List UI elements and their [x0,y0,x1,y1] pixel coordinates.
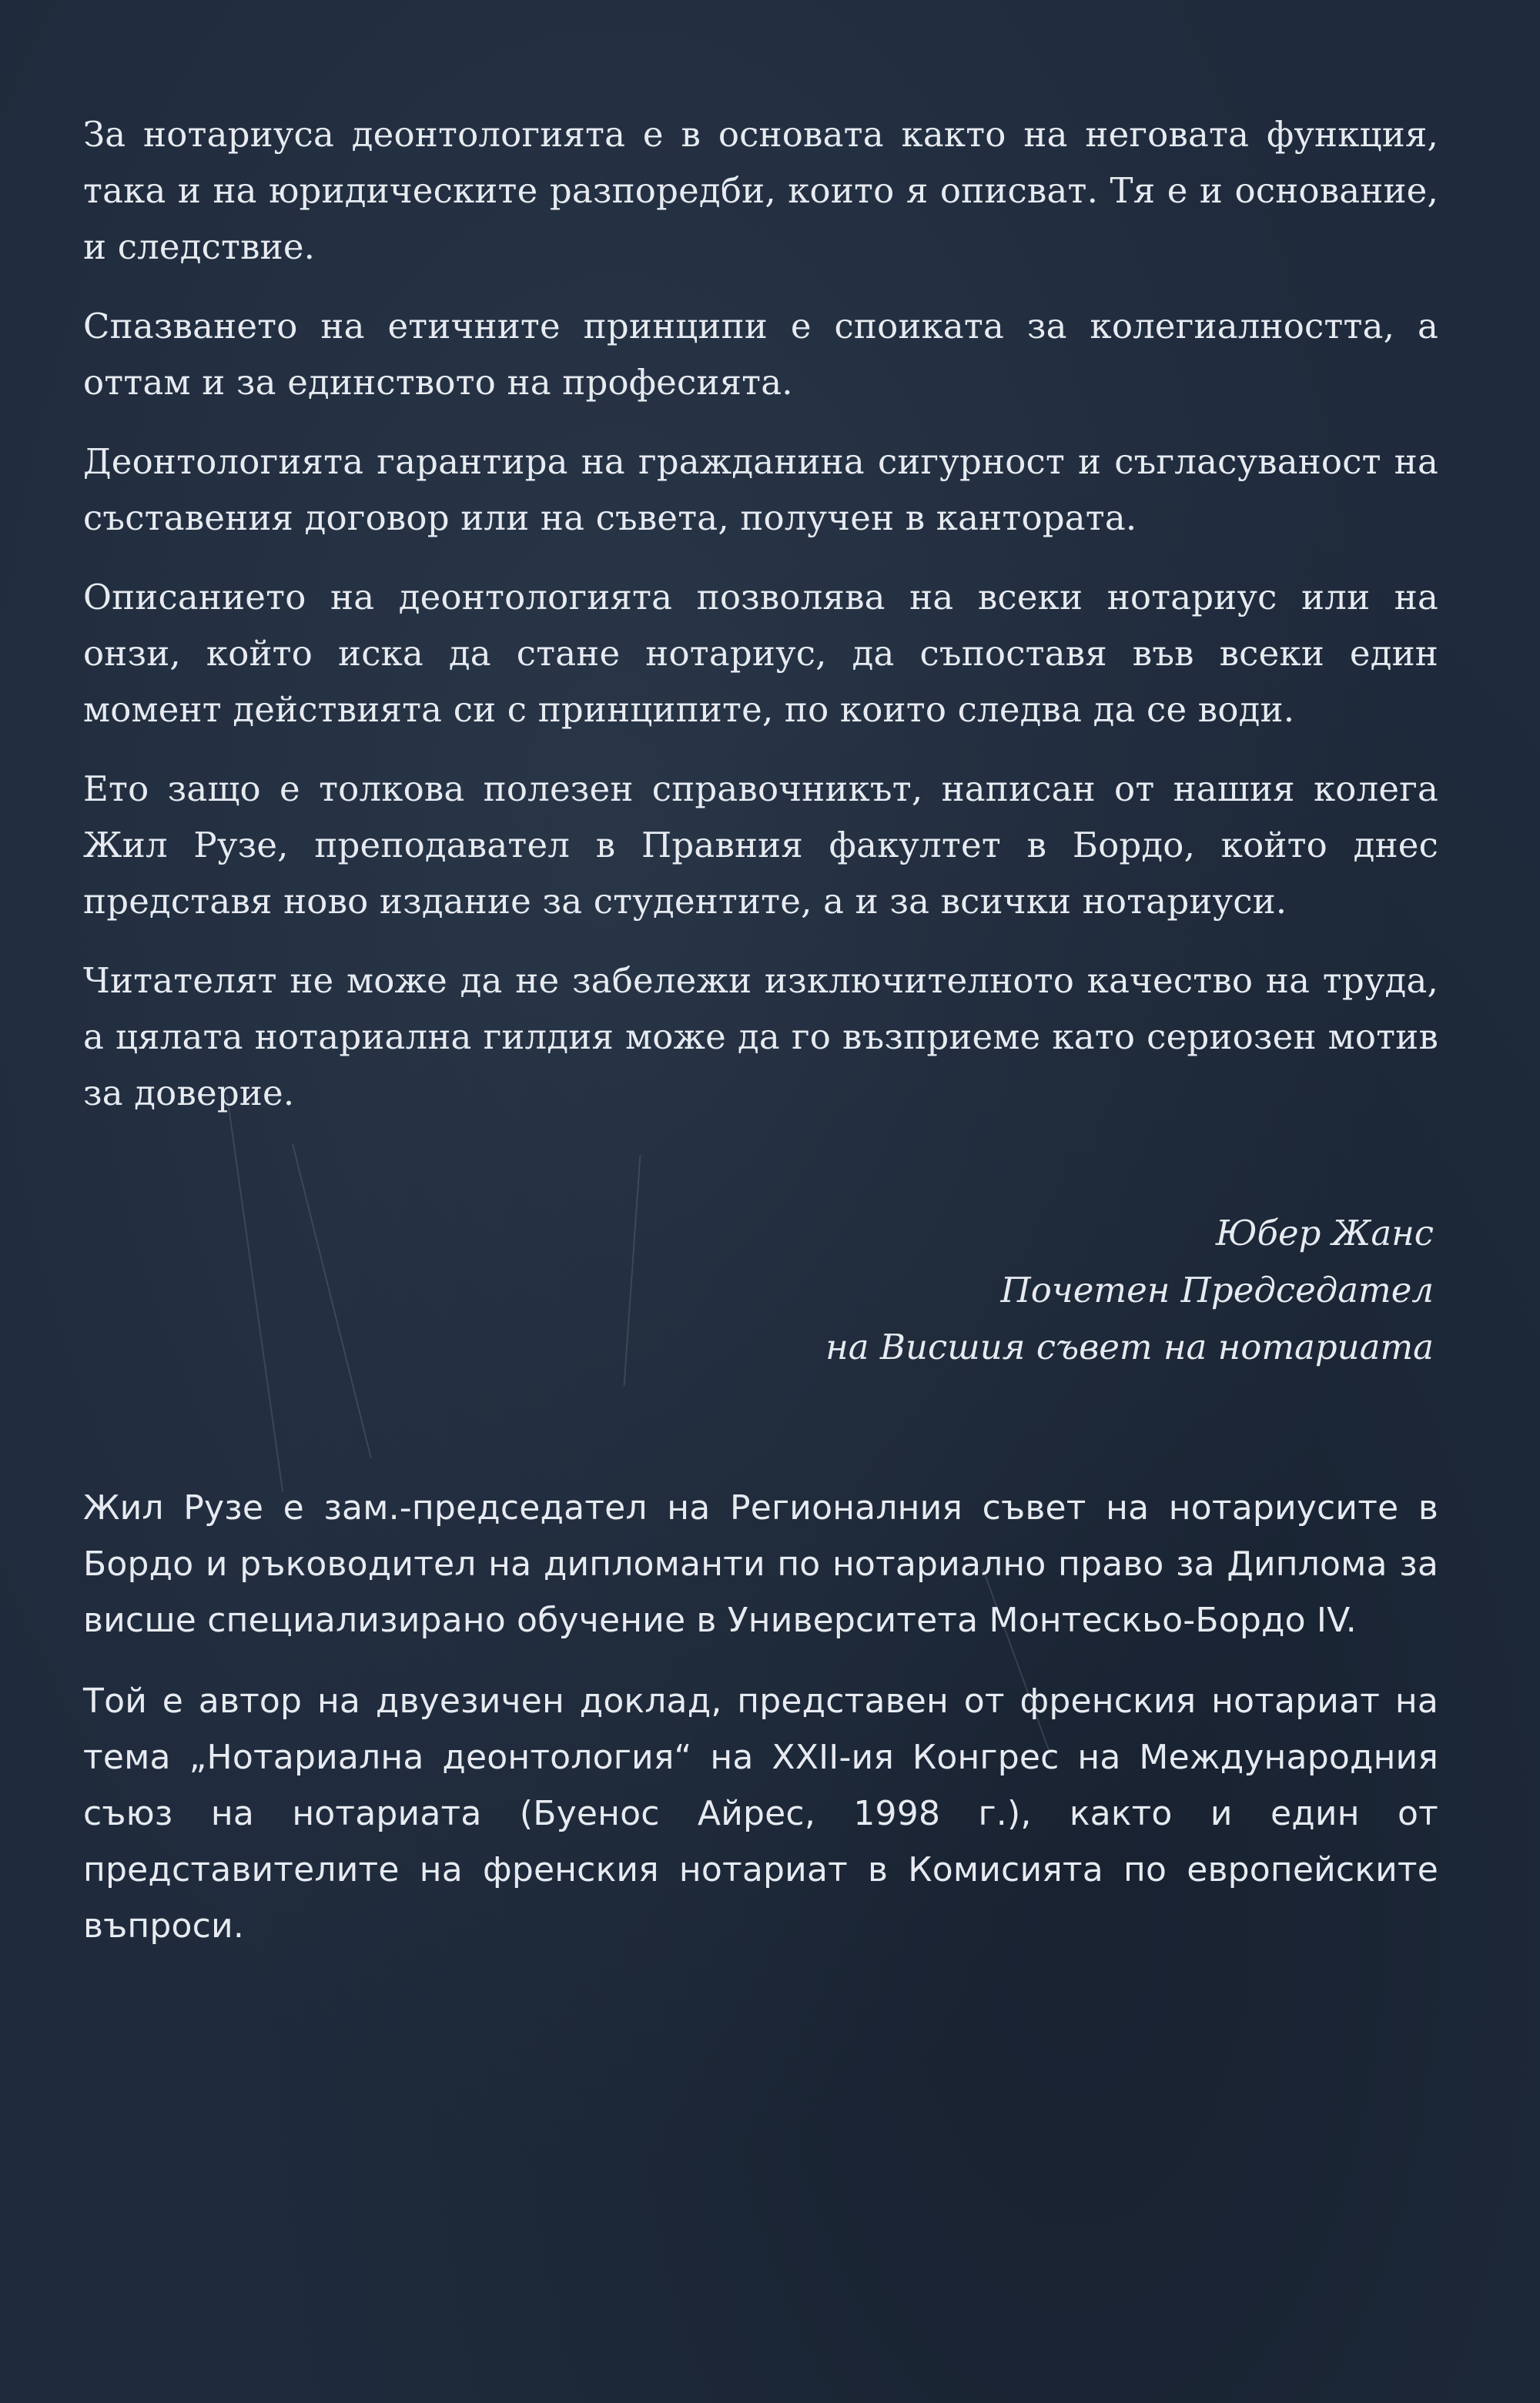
signature-organization: на Висшия съвет на нотариата [825,1327,1434,1367]
author-bio-paragraph: Той е автор на двуезичен доклад, представен от френския нотариат на тема „Нотариална деонтология“ на XXII-ия Конгрес на Международния съюз на нотариата (Буенос Айрес, 1998 г.), както и един от представителите на френския нотариат в Комисията по европейските въпроси. [83,1682,1438,1946]
cover-scratch [292,1144,372,1458]
cover-scratch [624,1155,641,1385]
author-bio-paragraph: Жил Рузе е зам.-председател на Регионалния съвет на нотариусите в Бордо и ръководител на дипломанти по нотариално право за Диплома за висше специализирано обучение в Университета Монтескьо-Бордо IV. [83,1488,1438,1640]
foreword-signature [825,1205,1434,1376]
signature-title: Почетен Председател [1000,1270,1434,1310]
cover-scratch [226,1095,283,1491]
foreword-paragraph: Описанието на деонтологията позволява на всеки нотариус или на онзи, който иска да стане нотариус, да съпоставя във всеки един момент действията си с принципите, по които следва да се води. [83,577,1438,730]
foreword-paragraph: Ето защо е толкова полезен справочникът, написан от нашия колега Жил Рузе, преподавател в Правния факултет в Бордо, който днес представя ново издание за студентите, а и за всички нотариуси. [83,768,1438,922]
foreword [83,106,1438,1144]
foreword-paragraph: Читателят не може да не забележи изключителното качество на труда, а цялата нотариална гилдия може да го възприеме като сериозен мотив за доверие. [83,960,1438,1113]
about-author [83,1480,1438,1979]
foreword-paragraph: Спазването на етичните принципи е споиката за колегиалността, а оттам и за единството на професията. [83,306,1438,403]
foreword-paragraph: Деонтологията гарантира на гражданина сигурност и съгласуваност на съставения договор или на съвета, получен в кантората. [83,441,1438,538]
signature-name: Юбер Жанс [1215,1213,1434,1253]
foreword-paragraph: За нотариуса деонтологията е в основата както на неговата функция, така и на юридическите разпоредби, които я описват. Тя е и основание, и следствие. [83,114,1438,267]
